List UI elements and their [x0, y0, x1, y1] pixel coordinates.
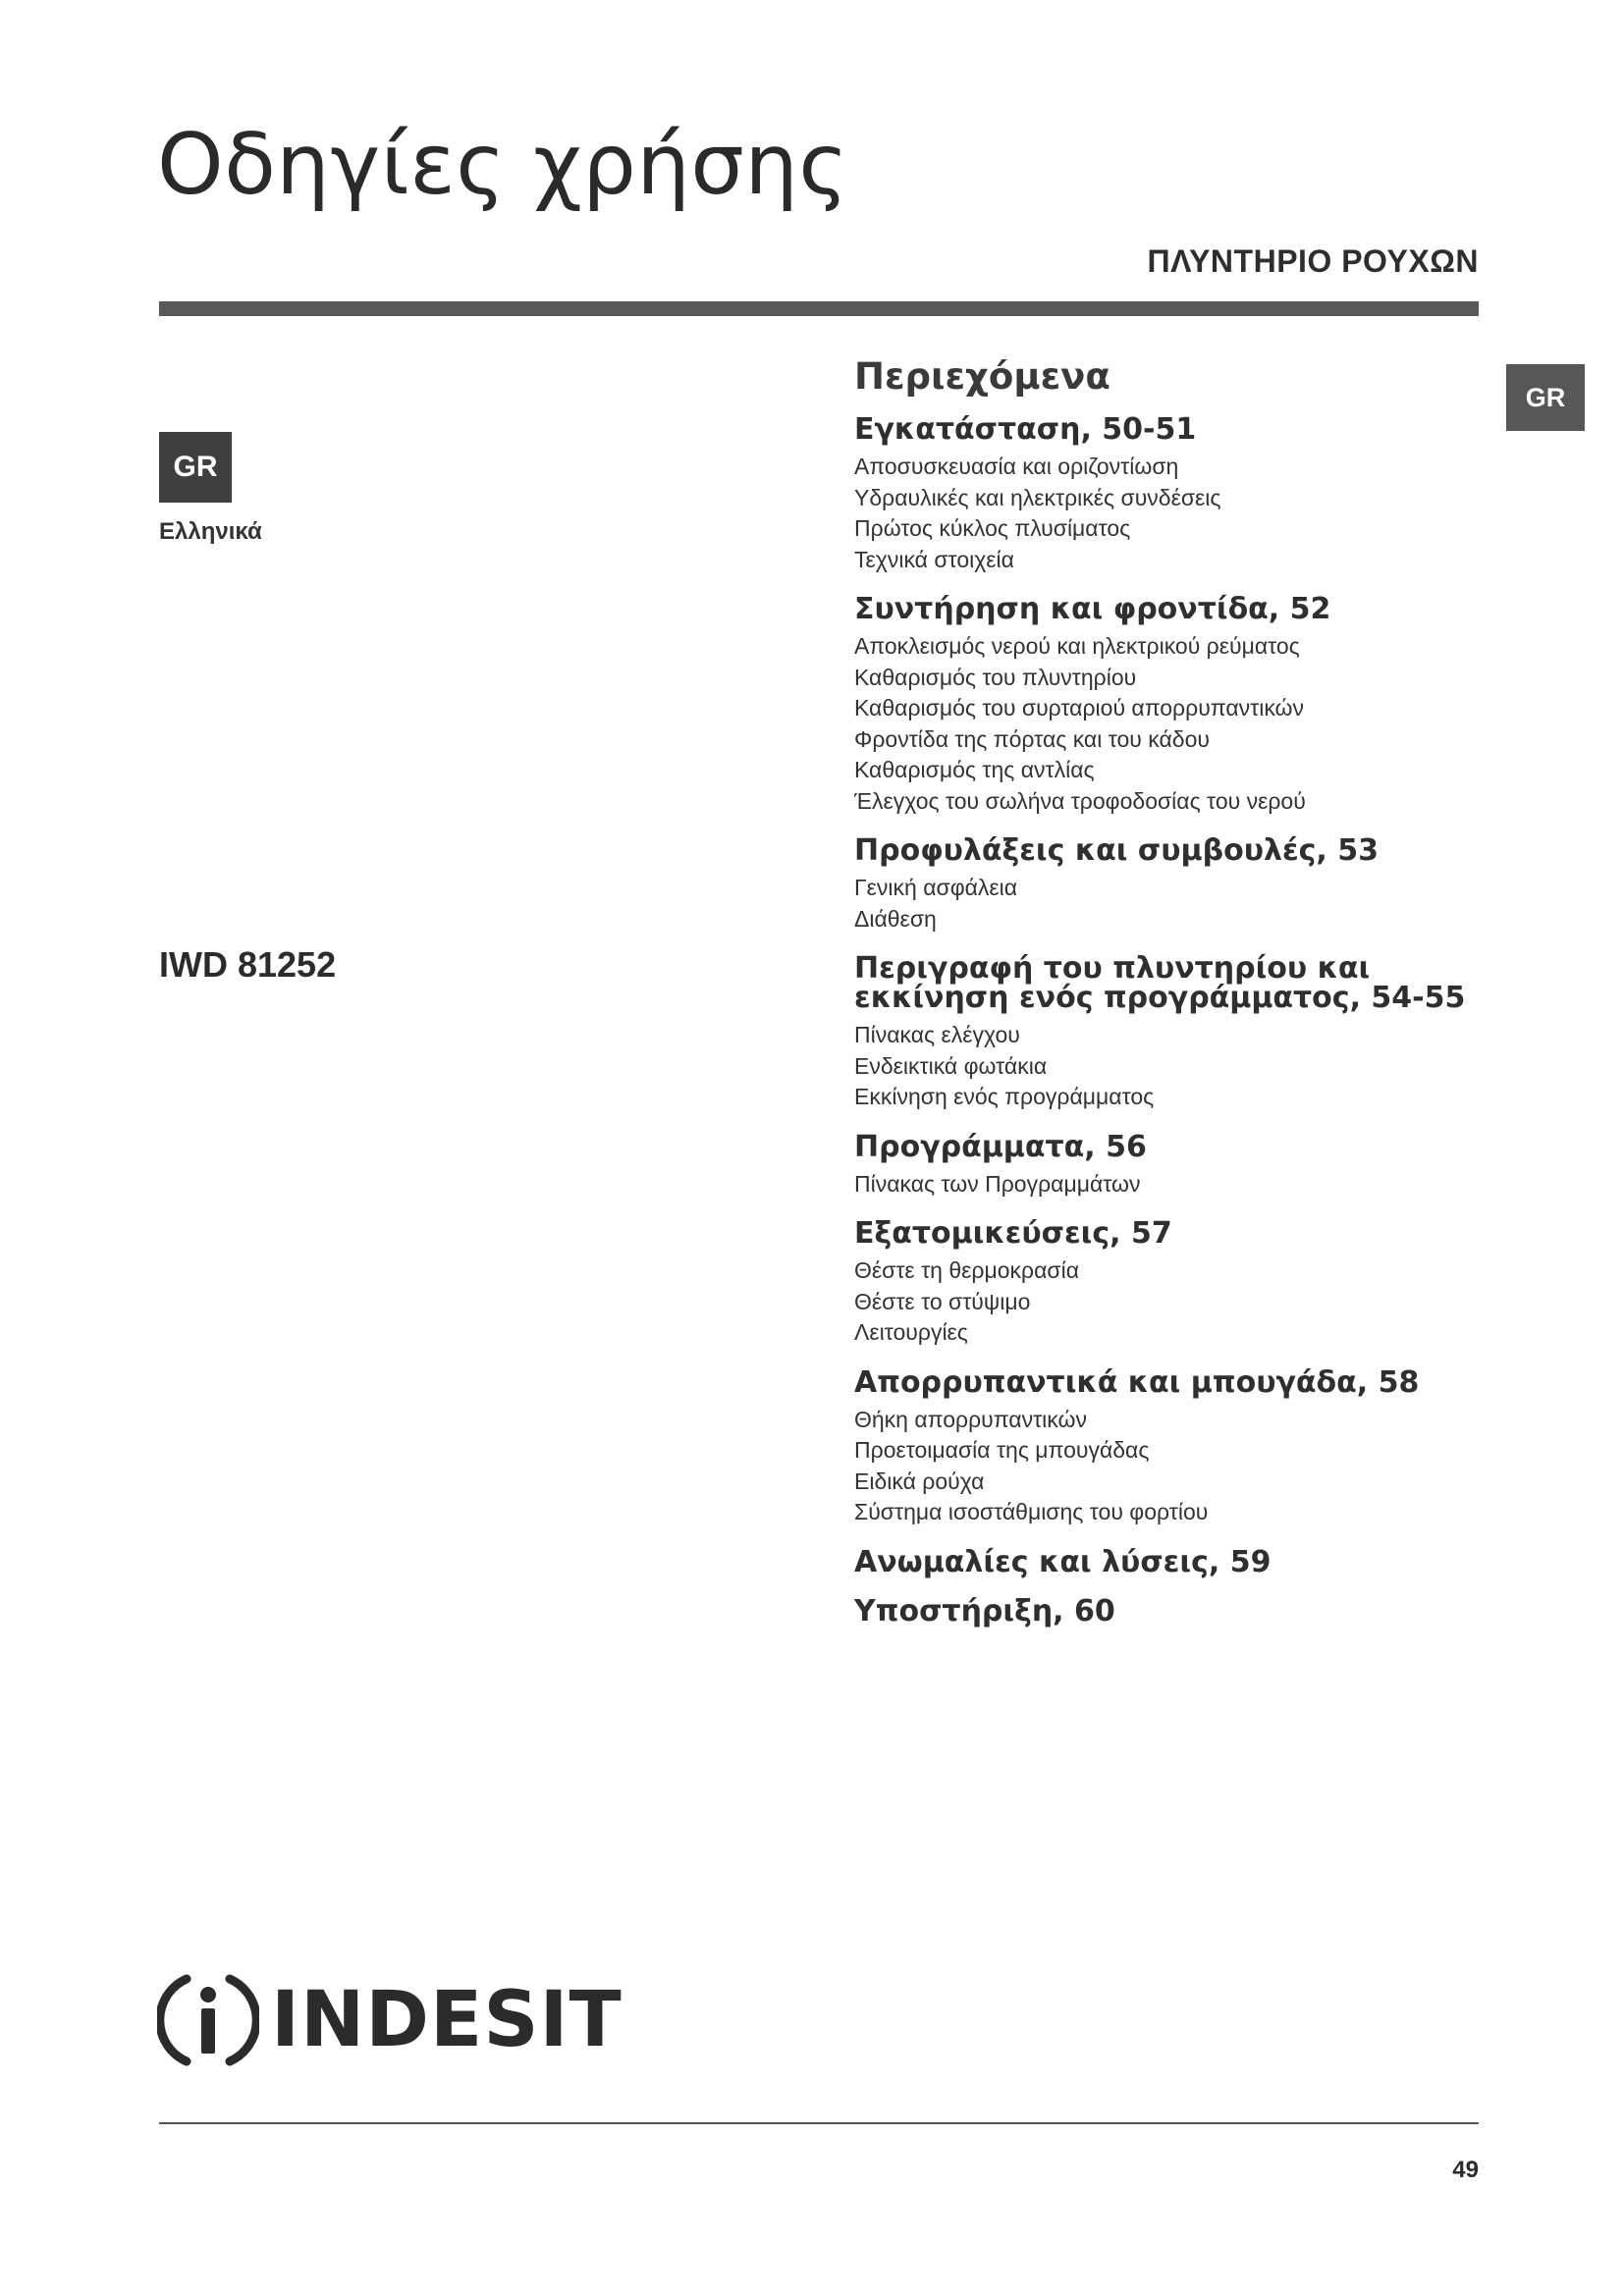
toc-item: Λειτουργίες	[854, 1319, 968, 1345]
toc-item: Ενδεικτικά φωτάκια	[854, 1052, 1048, 1079]
toc-section	[854, 412, 1483, 575]
toc-section-title: Περιγραφή του πλυντηρίου και εκκίνηση ενός προγράμματος, 54-55	[854, 951, 1466, 1015]
toc-section-title: Απορρυπαντικά και μπουγάδα, 58	[854, 1364, 1420, 1400]
toc-item: Πρώτος κύκλος πλυσίματος	[854, 515, 1131, 541]
toc-section	[854, 1364, 1483, 1528]
table-of-contents	[854, 355, 1483, 1646]
model-number: IWD 81252	[159, 944, 337, 985]
toc-item: Πίνακας ελέγχου	[854, 1022, 1020, 1047]
toc-item: Αποσυσκευασία και οριζοντίωση	[854, 454, 1179, 479]
toc-section-title: Προφυλάξεις και συμβουλές, 53	[854, 833, 1380, 868]
toc-item: Φροντίδα της πόρτας και του κάδου	[854, 725, 1210, 752]
toc-item: Έλεγχος του σωλήνα τροφοδοσίας του νερού	[854, 787, 1306, 814]
edge-language-tab: GR	[1506, 364, 1585, 431]
toc-item: Προετοιμασία της μπουγάδας	[854, 1437, 1150, 1463]
toc-section	[854, 1129, 1483, 1201]
toc-item: Υδραυλικές και ηλεκτρικές συνδέσεις	[854, 484, 1221, 510]
toc-section-title: Εγκατάσταση, 50-51	[854, 412, 1197, 447]
header-divider	[159, 301, 1479, 316]
document-title: Οδηγίες χρήσης	[157, 116, 849, 214]
toc-section-title: Ανωμαλίες και λύσεις, 59	[854, 1544, 1272, 1579]
toc-section	[854, 951, 1483, 1113]
toc-section	[854, 1216, 1483, 1349]
toc-item: Καθαρισμός του πλυντηρίου	[854, 664, 1137, 690]
toc-item: Αποκλεισμός νερού και ηλεκτρικού ρεύματος	[854, 633, 1300, 659]
toc-section-title: Προγράμματα, 56	[854, 1129, 1147, 1164]
toc-item: Τεχνικά στοιχεία	[854, 546, 1014, 572]
toc-item: Ειδικά ρούχα	[854, 1468, 985, 1494]
toc-section-title: Υποστήριξη, 60	[854, 1593, 1115, 1629]
language-label: Ελληνικά	[159, 518, 262, 545]
language-badge: GR	[159, 432, 232, 503]
toc-item: Εκκίνηση ενός προγράμματος	[854, 1084, 1155, 1109]
toc-item: Σύστημα ισοστάθμισης του φορτίου	[854, 1499, 1209, 1524]
toc-item: Θέστε τη θερμοκρασία	[854, 1257, 1079, 1283]
toc-section	[854, 1544, 1483, 1579]
page-number: 49	[1452, 2157, 1479, 2183]
brand-logo	[157, 1969, 623, 2071]
toc-item: Καθαρισμός του συρταριού απορρυπαντικών	[854, 695, 1305, 721]
toc-section	[854, 1593, 1483, 1629]
toc-item: Πίνακας των Προγραμμάτων	[854, 1170, 1141, 1197]
toc-section-title: Εξατομικεύσεις, 57	[854, 1216, 1172, 1251]
toc-item: Γενική ασφάλεια	[854, 875, 1018, 900]
toc-item: Διάθεση	[854, 905, 937, 932]
toc-section	[854, 833, 1483, 934]
toc-heading: Περιεχόμενα	[854, 355, 1110, 398]
indesit-logo-icon	[157, 1969, 259, 2071]
toc-sections	[854, 412, 1483, 1629]
product-type: ΠΛΥΝΤΗΡΙΟ ΡΟΥΧΩΝ	[1147, 243, 1479, 279]
toc-item: Θέστε το στύψιμο	[854, 1288, 1031, 1314]
toc-item: Θήκη απορρυπαντικών	[854, 1406, 1087, 1432]
toc-section	[854, 592, 1483, 817]
footer-divider	[159, 2122, 1479, 2124]
toc-section-title: Συντήρηση και φροντίδα, 52	[854, 592, 1331, 626]
toc-item: Καθαρισμός της αντλίας	[854, 757, 1095, 782]
logo-wordmark: INDESIT	[271, 1976, 623, 2064]
